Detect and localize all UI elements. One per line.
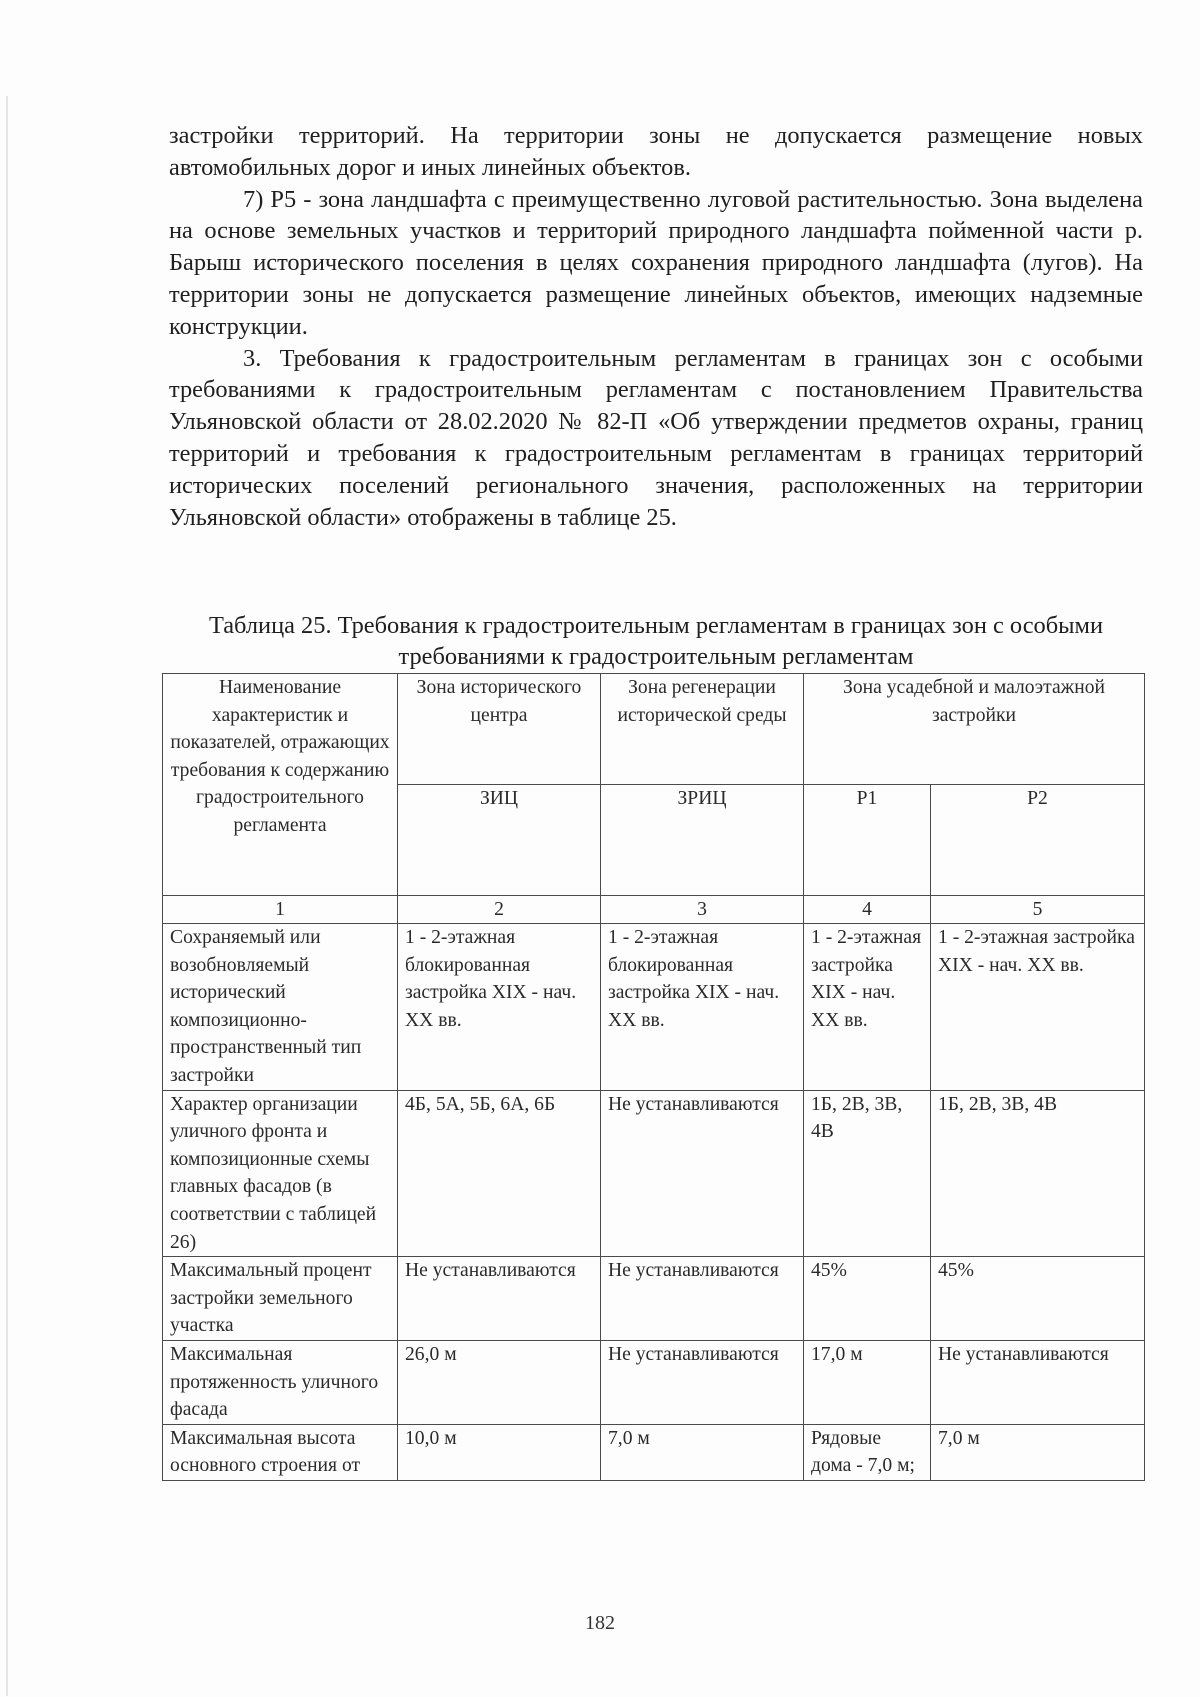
cell-zic: 26,0 м <box>398 1340 601 1424</box>
cell-r2: 1Б, 2В, 3В, 4В <box>931 1090 1145 1257</box>
paragraph-continuation: застройки территорий. На территории зоны не допускается размещение новых автомобильных дорог и иных линейных объектов. <box>169 122 1143 181</box>
cell-zric: 7,0 м <box>601 1424 804 1480</box>
header-zone-estate: Зона усадебной и малоэтажной застройки <box>804 674 1145 785</box>
column-number: 3 <box>601 896 804 924</box>
cell-r2: 1 - 2-этажная застройка XIX - нач. XX вв. <box>931 924 1145 1091</box>
cell-r1: 1Б, 2В, 3В, 4В <box>804 1090 931 1257</box>
table-row <box>163 1340 1145 1424</box>
cell-zric: Не устанавливаются <box>601 1257 804 1341</box>
cell-zric: 1 - 2-этажная блокированная застройка XIX - нач. XX вв. <box>601 924 804 1091</box>
regulations-table <box>162 673 1145 1481</box>
cell-r1: Рядовые дома - 7,0 м; <box>804 1424 931 1480</box>
row-name: Максимальная протяженность уличного фасада <box>163 1340 398 1424</box>
header-zone-regeneration: Зона регенерации исторической среды <box>601 674 804 785</box>
cell-r2: 7,0 м <box>931 1424 1145 1480</box>
column-number: 4 <box>804 896 931 924</box>
code-r1: Р1 <box>804 785 931 896</box>
header-zone-center: Зона исторического центра <box>398 674 601 785</box>
cell-r1: 17,0 м <box>804 1340 931 1424</box>
row-name: Сохраняемый или возобновляемый исторический композиционно-пространственный тип застройки <box>163 924 398 1091</box>
cell-r1: 1 - 2-этажная застройка XIX - нач. XX вв. <box>804 924 931 1091</box>
table-row <box>163 1424 1145 1480</box>
scan-edge-line <box>6 96 8 1696</box>
column-number: 1 <box>163 896 398 924</box>
cell-r2: 45% <box>931 1257 1145 1341</box>
cell-zric: Не устанавливаются <box>601 1090 804 1257</box>
row-name: Характер организации уличного фронта и композиционные схемы главных фасадов (в соответствии с таблицей 26) <box>163 1090 398 1257</box>
table-row <box>163 924 1145 1091</box>
code-zic: ЗИЦ <box>398 785 601 896</box>
cell-r1: 45% <box>804 1257 931 1341</box>
row-name: Максимальная высота основного строения от <box>163 1424 398 1480</box>
table-row <box>163 1257 1145 1341</box>
body-text <box>169 120 1143 533</box>
column-number: 5 <box>931 896 1145 924</box>
table-row <box>163 1090 1145 1257</box>
code-r2: Р2 <box>931 785 1145 896</box>
paragraph-section-3: 3. Требования к градостроительным регламентам в границах зон с особыми требованиями к градостроительным регламентам с постановлением Правительства Ульяновской области от 28.02.2020 № 82-П «Об утверждении предметов охраны, границ территорий и требования к градостроительным регламентам в границах территорий исторических поселений регионального значения, расположенных на территории Ульяновской области» отображены в таблице 25. <box>169 344 1143 531</box>
column-number-row <box>163 896 1145 924</box>
column-number: 2 <box>398 896 601 924</box>
cell-zic: 4Б, 5А, 5Б, 6А, 6Б <box>398 1090 601 1257</box>
cell-zric: Не устанавливаются <box>601 1340 804 1424</box>
header-characteristic: Наименование характеристик и показателей, отражающих требования к содержанию градостроительного регламента <box>163 674 398 896</box>
paragraph-zone-r5: 7) Р5 - зона ландшафта с преимущественно луговой растительностью. Зона выделена на основе земельных участков и территорий природного ландшафта пойменной части р. Барыш исторического поселения в целях сохранения природного ландшафта (лугов). На территории зоны не допускается размещение линейных объектов, имеющих надземные конструкции. <box>169 185 1143 340</box>
table-header-row <box>163 674 1145 785</box>
cell-zic: 1 - 2-этажная блокированная застройка XIX - нач. XX вв. <box>398 924 601 1091</box>
row-name: Максимальный процент застройки земельного участка <box>163 1257 398 1341</box>
code-zric: ЗРИЦ <box>601 785 804 896</box>
cell-r2: Не устанавливаются <box>931 1340 1145 1424</box>
table-caption: Таблица 25. Требования к градостроительным регламентам в границах зон с особыми требованиями к градостроительным регламентам <box>208 612 1104 670</box>
cell-zic: 10,0 м <box>398 1424 601 1480</box>
cell-zic: Не устанавливаются <box>398 1257 601 1341</box>
page-number: 182 <box>585 1612 615 1634</box>
